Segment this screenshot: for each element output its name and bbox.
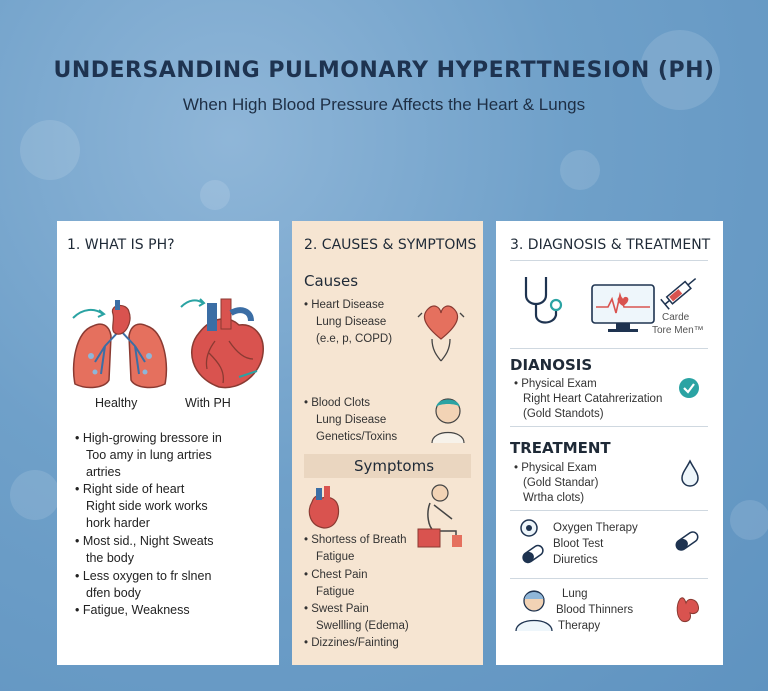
symptom-item: Fatigue [316, 551, 355, 563]
diagnosis-item: (Gold Standots) [523, 408, 604, 420]
device-caption: Carde [662, 312, 690, 323]
cause-item: Lung Disease [316, 414, 387, 426]
oxygen-pills-icon [518, 518, 548, 570]
treatment-item: Wrtha clots) [523, 492, 585, 504]
cause-item: Lung Disease [316, 316, 387, 328]
label-healthy: Healthy [95, 396, 138, 410]
patient-icon [514, 587, 554, 633]
treatment-item: • Physical Exam [514, 462, 597, 474]
bullet-continuation: hork harder [86, 516, 150, 530]
diagnosis-treatment-card [496, 221, 723, 665]
droplet-icon [680, 459, 700, 487]
bullet-continuation: Too amy in lung artries [86, 448, 212, 462]
healthy-lungs-icon [65, 296, 175, 396]
label-with-ph: With PH [185, 396, 231, 410]
bullet-continuation: dfen body [86, 586, 141, 600]
checkmark-icon [678, 377, 700, 399]
syringe-icon [658, 271, 702, 311]
bullet-item: • Most sid., Night Sweats [75, 534, 214, 548]
card-heading: 3. DIAGNOSIS & TREATMENT [510, 237, 711, 253]
bullet-item: • Less oxygen to fr slnen [75, 569, 212, 583]
therapy-item: Oxygen Therapy [553, 522, 638, 534]
therapy-item: Diuretics [553, 554, 598, 566]
person-icon [428, 395, 468, 445]
cause-item: Genetics/Toxins [316, 431, 398, 443]
treatment-item: (Gold Standar) [523, 477, 599, 489]
divider [510, 510, 708, 511]
bokeh-circle [10, 470, 60, 520]
final-item: Therapy [558, 620, 601, 632]
bullet-continuation: artries [86, 465, 121, 479]
symptom-item: Fatigue [316, 586, 355, 598]
symptom-item: • Dizzines/Fainting [304, 637, 399, 649]
causes-symptoms-card [292, 221, 483, 665]
ecg-monitor-icon [590, 283, 656, 335]
treatment-heading: TREATMENT [510, 439, 611, 457]
bokeh-circle [200, 180, 230, 210]
diagnosis-heading: DIANOSIS [510, 356, 593, 374]
anatomical-heart-icon [304, 486, 342, 530]
bokeh-circle [560, 150, 600, 190]
symptom-item: Swellling (Edema) [316, 620, 409, 632]
diagnosis-item: • Physical Exam [514, 378, 597, 390]
final-item: Lung [562, 588, 588, 600]
what-is-ph-card [57, 221, 279, 665]
bokeh-circle [20, 120, 80, 180]
symptom-item: • Chest Pain [304, 569, 368, 581]
divider [510, 426, 708, 427]
symptoms-heading: Symptoms [354, 457, 435, 475]
page-title: UNDERSANDING PULMONARY HYPERTTNESION (PH) [53, 58, 715, 83]
causes-heading: Causes [304, 272, 359, 290]
stethoscope-icon [520, 273, 570, 331]
symptom-item: • Swest Pain [304, 603, 369, 615]
bullet-item: • High-growing bressore in [75, 431, 222, 445]
divider [510, 348, 708, 349]
bokeh-circle [730, 500, 768, 540]
symptom-item: • Shortess of Breath [304, 534, 407, 546]
bullet-item: • Fatigue, Weakness [75, 603, 190, 617]
cause-item: • Blood Clots [304, 397, 371, 409]
divider [510, 260, 708, 261]
page-subtitle: When High Blood Pressure Affects the Heart & Lungs [182, 95, 586, 114]
card-heading: 2. CAUSES & SYMPTOMS [304, 237, 477, 253]
ph-heart-icon [179, 293, 274, 393]
bullet-continuation: Right side work works [86, 499, 208, 513]
bullet-item: • Right side of heart [75, 482, 185, 496]
lungs-organ-icon [674, 595, 702, 625]
sitting-person-icon [412, 483, 472, 555]
therapy-item: Bloot Test [553, 538, 604, 550]
diagnosis-item: Right Heart Catahrerization [523, 393, 663, 405]
capsule-icon [672, 529, 702, 553]
bullet-continuation: the body [86, 551, 134, 565]
cause-item: • Heart Disease [304, 299, 385, 311]
cause-item: (e.e, p, COPD) [316, 333, 393, 345]
device-caption: Tore Men™ [652, 325, 704, 336]
final-item: Blood Thinners [556, 604, 634, 616]
heart-icon [416, 299, 466, 365]
divider [510, 578, 708, 579]
card-heading: 1. WHAT IS PH? [67, 237, 175, 253]
